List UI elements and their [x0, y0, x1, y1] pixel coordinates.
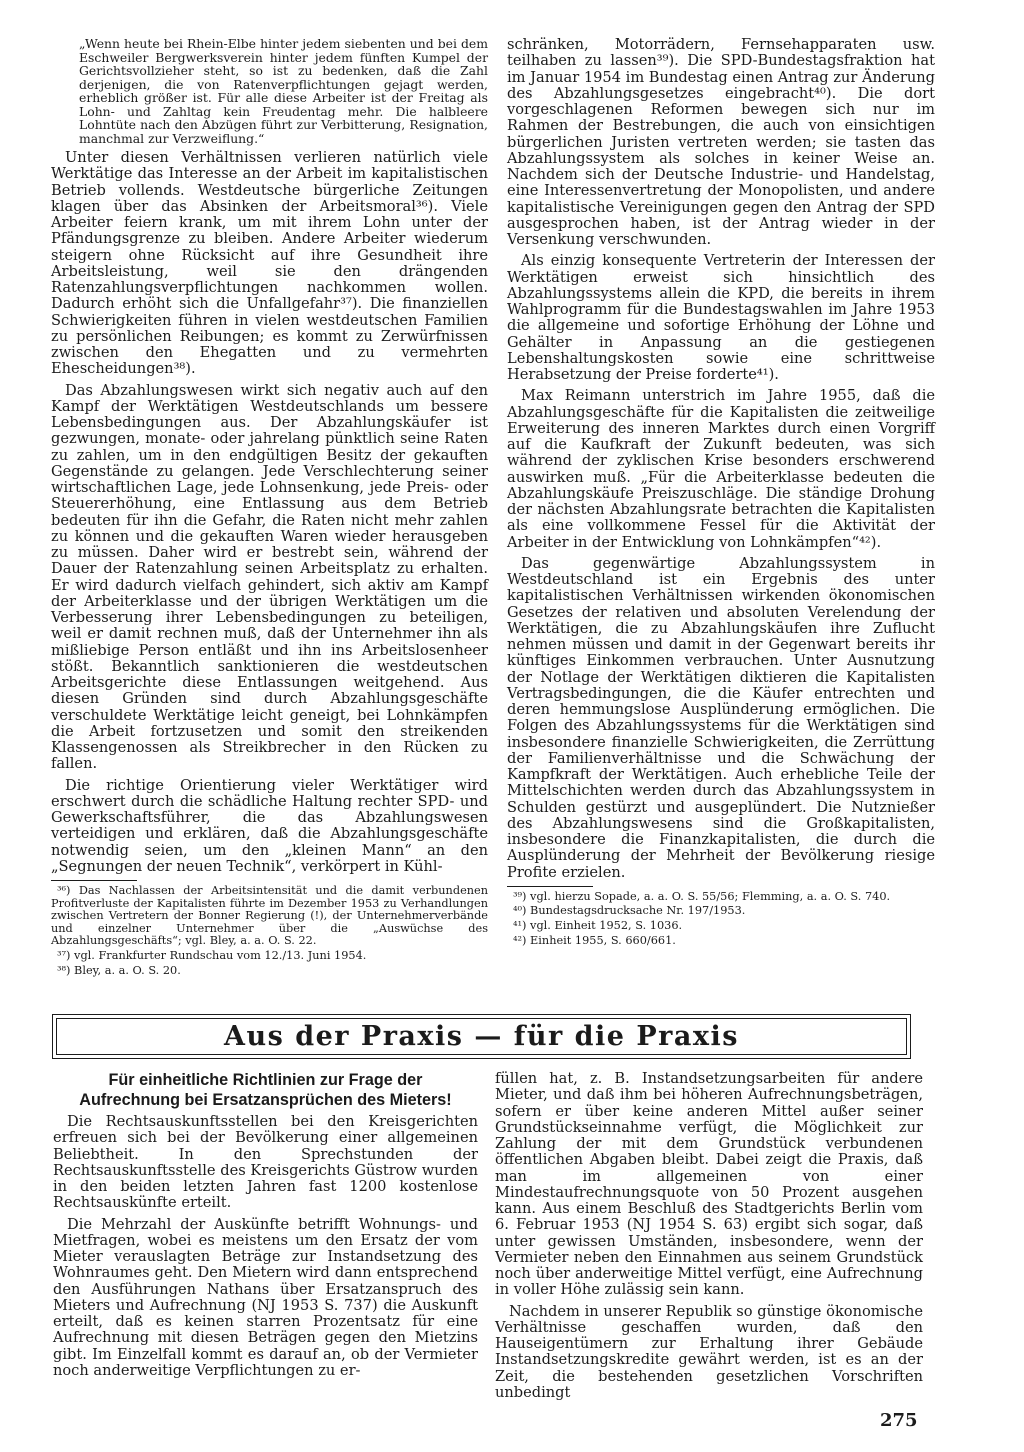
footnote: ³⁹) vgl. hierzu Sopade, a. a. O. S. 55/56; Flemming, a. a. O. S. 740.: [513, 889, 891, 903]
paragraph: Max Reimann unterstrich im Jahre 1955, daß die Abzahlungsgeschäfte für die Kapitalisten die zeitweilige Erweiterung des inneren Marktes durch einen Vorgriff auf die Kaufkraft der Zukunft bedeuten, was sich während der zyklischen Krise besonders erschwerend auswirken muß. „Für die Arbeiterklasse bedeuten die Abzahlungskäufe Preiszuschläge. Die ständige Drohung der nächsten Abzahlungsrate betrachten die Kapitalisten als eine vollkommene Fessel für die Aktivität der Arbeiter in der Entwicklung von Lohnkämpfen“⁴²).: [507, 387, 935, 551]
footnote: ⁴¹) vgl. Einheit 1952, S. 1036.: [513, 918, 683, 932]
footnote: ⁴²) Einheit 1955, S. 660/661.: [513, 933, 676, 947]
paragraph: Das Abzahlungswesen wirkt sich negativ auch auf den Kampf der Werktätigen Westdeutschlands um bessere Lebensbedingungen aus. Der Abzahlungskäufer ist gezwungen, monate- oder jahrelang pünktlich seine Raten zu zahlen, um in den endgültigen Besitz der gekauften Gegenstände zu gelangen. Jede Verschlechterung seiner wirtschaftlichen Lage, jede Lohnsenkung, jede Preis- oder Steuererhöhung, eine Entlassung aus dem Betrieb bedeuten für ihn die Gefahr, die Raten nicht mehr zahlen zu können und die gekauften Waren wieder herausgeben zu müssen. Daher wird er bestrebt sein, während der Dauer der Ratenzahlung seinen Arbeitsplatz zu erhalten. Er wird dadurch vielfach gehindert, sich aktiv am Kampf der Arbeiterklasse und der übrigen Werktätigen um die Verbesserung ihrer Lebensbedingungen zu beteiligen, weil er damit rechnen muß, daß der Unternehmer ihn als mißliebige Person entläßt und ihn ins Arbeitslosenheer stößt. Bekanntlich sanktionieren die westdeutschen Arbeitsgerichte diese Entlassungen weitgehend. Aus diesen Gründen sind durch Abzahlungsgeschäfte verschuldete Werktätige leicht geneigt, bei Lohnkämpfen die Arbeit fortzusetzen und somit den streikenden Klassengenossen als Streikbrecher in den Rücken zu fallen.: [51, 381, 488, 773]
paragraph: Als einzig konsequente Vertreterin der Interessen der Werktätigen erweist sich hinsichtlich des Abzahlungssystems allein die KPD, die bereits in ihrem Wahlprogramm für die Bundestagswahlen im Jahre 1953 die allgemeine und sofortige Erhöhung der Löhne und Gehälter in Anpassung an die gestiegenen Lebenshaltungskosten sowie eine schrittweise Herabsetzung der Preise forderte⁴¹).: [507, 252, 935, 383]
footnote: ³⁶) Das Nachlassen der Arbeitsintensität und die damit verbundenen Profitverluste der Kapitalisten führte im Dezember 1953 zu Verhandlungen zwischen Vertretern der Bonner Regierung (!), der Unternehmerverbände und einzelner Unternehmer über die „Auswüchse des Abzahlungsgeschäfts“; vgl. Bley, a. a. O. S. 22.: [51, 884, 488, 948]
paragraph: Die richtige Orientierung vieler Werktätiger wird erschwert durch die schädliche Haltung rechter SPD- und Gewerkschaftsführer, die das Abzahlungswesen verteidigen und erklären, daß die Abzahlungsgeschäfte notwendig seien, um den „kleinen Mann“ an den „Segnungen der neuen Technik“, verkörpert in Kühl-: [51, 776, 488, 875]
footnote-divider: [507, 886, 593, 887]
paragraph: Die Rechtsauskunftsstellen bei den Kreisgerichten erfreuen sich bei der Bevölkerung einer allgemeinen Beliebtheit. In den Sprechstunden der Rechtsauskunftsstelle des Kreisgerichts Güstrow wurden in den beiden letzten Jahren fast 1200 kostenlose Rechtsauskünfte erteilt.: [53, 1113, 478, 1212]
block-quote: „Wenn heute bei Rhein-Elbe hinter jedem siebenten und bei dem Eschweiler Bergwerksverein hinter jedem fünften Kumpel der Gerichtsvollzieher steht, so ist zu bedenken, daß die Zahl derjenigen, die von Ratenverpflichtungen gejagt werden, erheblich größer ist. Für alle diese Arbeiter ist der Freitag als Lohn- und Zahltag kein Freudentag mehr. Die halbleere Lohntüte nach den Abzügen führt zur Verbitterung, Resignation, manchmal zur Verzweiflung.“: [79, 36, 488, 146]
section-banner: [52, 1014, 911, 1059]
page-number: 275: [880, 1410, 918, 1431]
paragraph: Nachdem in unserer Republik so günstige ökonomische Verhältnisse geschaffen wurden, daß den Hauseigentümern zur Erhaltung ihrer Gebäude Instandsetzungskredite gewährt werden, ist es an der Zeit, die bestehenden gesetzlichen Vorschriften unbedingt: [495, 1302, 923, 1401]
article-left-column: [53, 1071, 478, 1384]
article-heading-line: Für einheitliche Richtlinien zur Frage der: [108, 1071, 423, 1089]
article-heading-line: Aufrechnung bei Ersatzansprüchen des Mieters!: [79, 1090, 452, 1109]
upper-left-column: [51, 37, 488, 979]
paragraph: füllen hat, z. B. Instandsetzungsarbeiten für andere Mieter, und daß ihm bei höheren Aufrechnungsbeträgen, sofern er über keine anderen Mittel außer seiner Grundstückseinnahme verfügt, die Möglichkeit zur Zahlung der mit dem Grundstück verbundenen öffentlichen Abgaben bleibt. Dabei zeigt die Praxis, daß man im allgemeinen von einer Mindestaufrechnungsquote von 50 Prozent ausgehen kann. Aus einem Beschluß des Stadtgerichts Berlin vom 6. Februar 1953 (NJ 1954 S. 63) ergibt sich sogar, daß unter gewissen Umständen, insbesondere, wenn der Vermieter neben den Einnahmen aus seinem Grundstück noch über anderweitige Mittel verfügt, eine Aufrechnung in voller Höhe zulässig sein kann.: [495, 1070, 923, 1299]
footnote: ³⁷) vgl. Frankfurter Rundschau vom 12./13. Juni 1954.: [57, 948, 367, 962]
paragraph: Das gegenwärtige Abzahlungssystem in Westdeutschland ist ein Ergebnis des unter kapitalistischen Verhältnissen wirkenden ökonomischen Gesetzes der relativen und absoluten Verelendung der Werktätigen, die zu Abzahlungskäufen ihre Zuflucht nehmen müssen und damit in der Gegenwart bereits ihr künftiges Einkommen verbrauchen. Unter Ausnutzung der Notlage der Werktätigen diktieren die Kapitalisten Vertragsbedingungen, die die Käufer entrechten und deren hemmungslose Ausplünderung ermöglichen. Die Folgen des Abzahlungssystems für die Werktätigen sind insbesondere finanzielle Schwierigkeiten, die Zerrüttung der Familienverhältnisse und die Schwächung der Kampfkraft der Werktätigen. Auch erhebliche Teile der Mittelschichten werden durch das Abzahlungssystem in Schulden gestürzt und ausgeplündert. Die Nutznießer des Abzahlungswesens sind die Großkapitalisten, insbesondere die Finanzkapitalisten, die durch die Ausplünderung der Mehrheit der Bevölkerung riesige Profite erzielen.: [507, 554, 935, 881]
paragraph: Unter diesen Verhältnissen verlieren natürlich viele Werktätige das Interesse an der Arbeit im kapitalistischen Betrieb vollends. Westdeutsche bürgerliche Zeitungen klagen über das Absinken der Arbeitsmoral³⁶). Viele Arbeiter feiern krank, um mit ihrem Lohn unter der Pfändungsgrenze zu bleiben. Andere Arbeiter wiederum steigern ohne Rücksicht auf ihre Gesundheit ihre Arbeitsleistung, weil sie den drängenden Ratenzahlungsverpflichtungen nachkommen wollen. Dadurch erhöht sich die Unfallgefahr³⁷). Die finanziellen Schwierigkeiten führen in vielen westdeutschen Familien zu persönlichen Reibungen; es kommt zu Zerwürfnissen zwischen den Ehegatten und zu vermehrten Ehescheidungen³⁸).: [51, 149, 488, 378]
article-heading: [53, 1071, 478, 1110]
section-title: Aus der Praxis — für die Praxis: [224, 1021, 739, 1052]
upper-right-column: [507, 37, 935, 949]
paragraph: schränken, Motorrädern, Fernsehapparaten usw. teilhaben zu lassen³⁹). Die SPD-Bundestagsfraktion hat im Januar 1954 im Bundestag einen Antrag zur Änderung des Abzahlungsgesetzes eingebracht⁴⁰). Die dort vorgeschlagenen Reformen bewegen sich nur im Rahmen der Bestrebungen, die auch von einsichtigen bürgerlichen Juristen vertreten werden; sie tasten das Abzahlungssystem als solches in keiner Weise an. Nachdem sich der Deutsche Industrie- und Handelstag, eine Interessenvertretung der Monopolisten, und andere kapitalistische Vereinigungen gegen den Antrag der SPD ausgesprochen haben, ist der Antrag wieder in der Versenkung verschwunden.: [507, 36, 935, 248]
footnote: ⁴⁰) Bundestagsdrucksache Nr. 197/1953.: [513, 904, 746, 918]
article-right-column: [495, 1071, 923, 1406]
footnote-divider: [51, 880, 137, 881]
section-banner-frame: [56, 1018, 907, 1055]
footnote: ³⁸) Bley, a. a. O. S. 20.: [57, 963, 181, 977]
paragraph: Die Mehrzahl der Auskünfte betrifft Wohnungs- und Mietfragen, wobei es meistens um den Ersatz der vom Mieter verauslagten Beträge zur Instandsetzung des Wohnraumes geht. Den Mietern wird dann entsprechend den Ausführungen Nathans über Ersatzanspruch des Mieters und Aufrechnung (NJ 1953 S. 737) die Auskunft erteilt, daß es keinen starren Prozentsatz für eine Aufrechnung mit diesen Beträgen gegen den Mietzins gibt. Im Einzelfall kommt es darauf an, ob der Vermieter noch anderweitige Verpflichtungen zu er-: [53, 1215, 478, 1379]
